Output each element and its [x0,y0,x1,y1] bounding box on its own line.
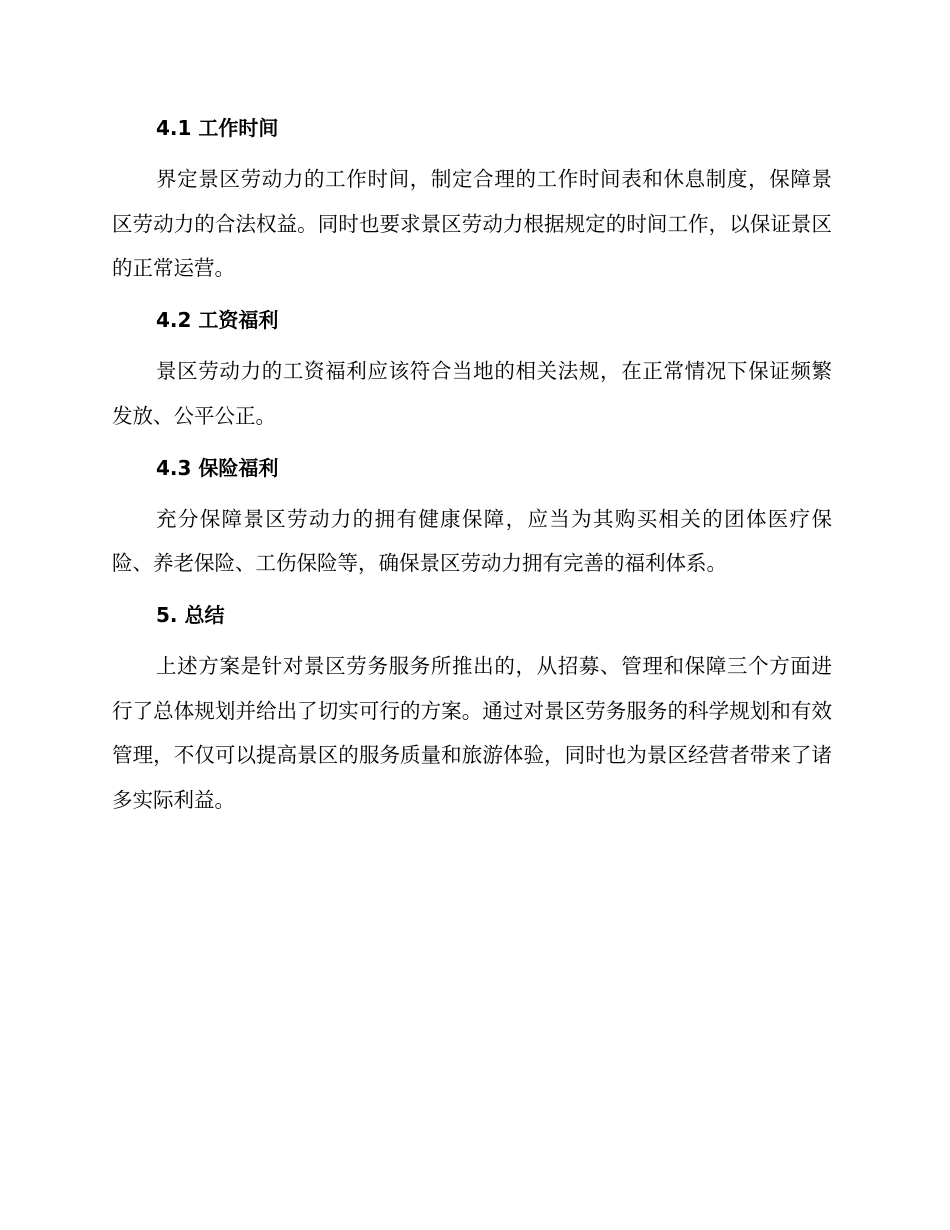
section-paragraph: 上述方案是针对景区劳务服务所推出的，从招募、管理和保障三个方面进行了总体规划并给出了切实可行的方案。通过对景区劳务服务的科学规划和有效管理，不仅可以提高景区的服务质量和旅游体验，同时也为景区经营者带来了诸多实际利益。 [112,653,832,813]
section-paragraph: 界定景区劳动力的工作时间，制定合理的工作时间表和休息制度，保障景区劳动力的合法权益。同时也要求景区劳动力根据规定的时间工作，以保证景区的正常运营。 [112,167,832,281]
section-heading: 4.3 保险福利 [156,455,279,480]
section-heading: 5. 总结 [156,602,225,627]
section-heading: 4.1 工作时间 [156,116,279,140]
section-insurance-benefits [112,453,832,586]
section-heading: 4.2 工资福利 [156,308,279,333]
section-paragraph: 充分保障景区劳动力的拥有健康保障，应当为其购买相关的团体医疗保险、养老保险、工伤保险等，确保景区劳动力拥有完善的福利体系。 [112,506,832,576]
section-paragraph: 景区劳动力的工资福利应该符合当地的相关法规，在正常情况下保证频繁发放、公平公正。 [112,359,832,428]
section-summary [112,600,832,823]
section-wages-benefits [112,305,832,438]
section-working-hours [112,113,832,291]
document-page [112,113,832,823]
